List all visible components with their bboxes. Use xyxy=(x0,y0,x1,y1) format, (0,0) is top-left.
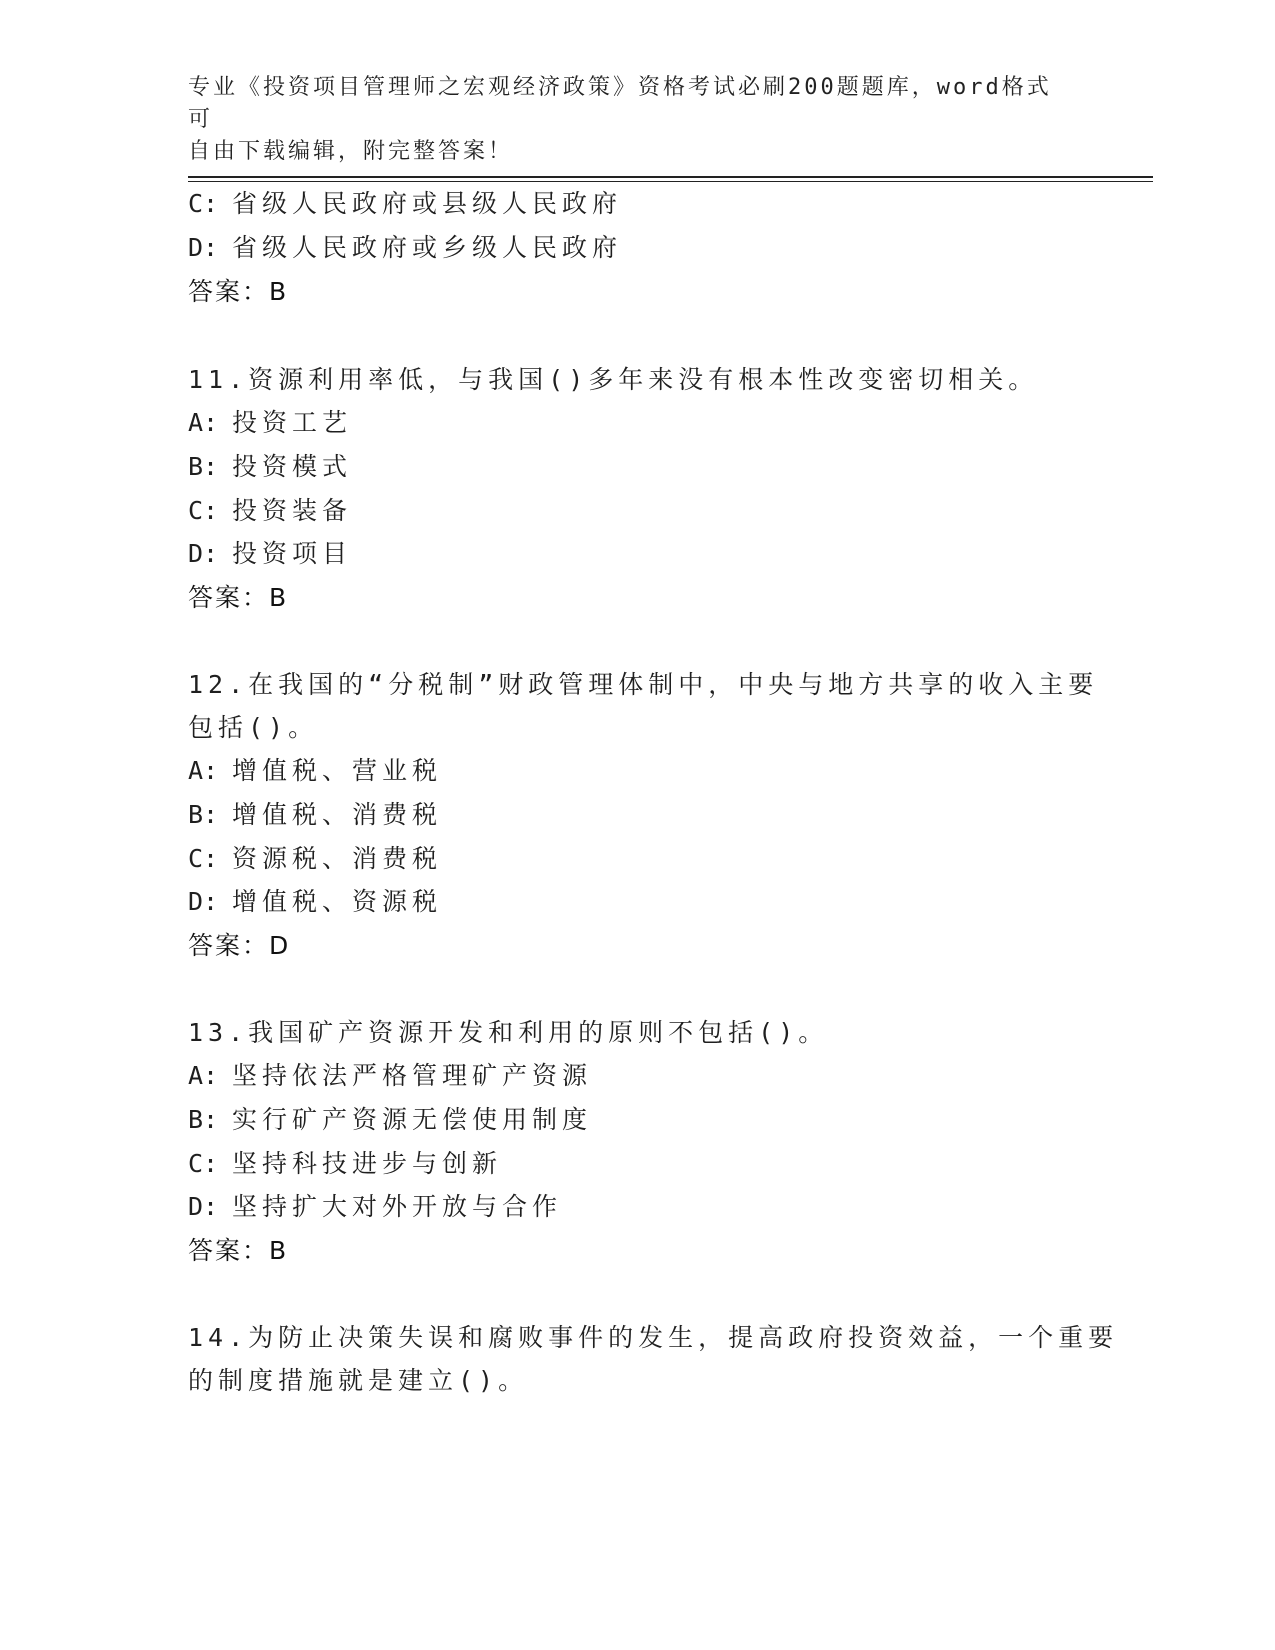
option-text: 坚持依法严格管理矿产资源 xyxy=(232,1061,593,1090)
option-letter: C: xyxy=(188,1149,219,1178)
question-stem: 14.为防止决策失误和腐败事件的发生，提高政府投资效益，一个重要 xyxy=(188,1323,1119,1352)
option-text: 投资工艺 xyxy=(232,408,353,437)
option-letter: D: xyxy=(188,887,219,916)
option-letter: A: xyxy=(188,408,219,437)
header-line-1: 专业《投资项目管理师之宏观经济政策》资格考试必刷200题题库，word格式可 xyxy=(188,75,1052,132)
option-text: 投资模式 xyxy=(232,452,353,481)
option-text: 投资装备 xyxy=(232,496,353,525)
question-stem: 11.资源利用率低，与我国()多年来没有根本性改变密切相关。 xyxy=(188,365,1039,394)
header-line-2: 自由下载编辑，附完整答案！ xyxy=(188,139,514,164)
header-divider-thin xyxy=(188,181,1153,182)
option-a xyxy=(188,1059,592,1093)
option-letter: D: xyxy=(188,233,219,262)
option-d xyxy=(188,537,352,571)
option-text: 投资项目 xyxy=(232,539,353,568)
option-b xyxy=(188,1103,592,1137)
answer-line: 答案：B xyxy=(188,583,289,612)
option-text: 增值税、营业税 xyxy=(232,756,443,785)
option-letter: C: xyxy=(188,189,219,218)
option-letter: D: xyxy=(188,1192,219,1221)
answer-line: 答案：B xyxy=(188,277,289,306)
option-letter: B: xyxy=(188,452,219,481)
option-letter: B: xyxy=(188,1105,219,1134)
option-text: 坚持科技进步与创新 xyxy=(232,1149,503,1178)
option-letter: B: xyxy=(188,800,219,829)
document-header xyxy=(188,72,1068,168)
option-c xyxy=(188,1147,502,1181)
question-stem: 13.我国矿产资源开发和利用的原则不包括()。 xyxy=(188,1018,829,1047)
answer-line: 答案：B xyxy=(188,1236,289,1265)
option-d xyxy=(188,231,622,265)
option-text: 资源税、消费税 xyxy=(232,844,443,873)
option-c xyxy=(188,494,352,528)
question-stem: 12.在我国的“分税制”财政管理体制中，中央与地方共享的收入主要 xyxy=(188,670,1099,699)
option-c xyxy=(188,187,622,221)
option-d xyxy=(188,885,442,919)
option-a xyxy=(188,754,442,788)
option-letter: C: xyxy=(188,844,219,873)
option-letter: C: xyxy=(188,496,219,525)
option-letter: D: xyxy=(188,539,219,568)
option-letter: A: xyxy=(188,1061,219,1090)
option-a xyxy=(188,406,352,440)
header-divider-thick xyxy=(188,176,1153,178)
question-stem-continued: 包括()。 xyxy=(188,713,319,742)
option-text: 省级人民政府或县级人民政府 xyxy=(232,189,623,218)
option-text: 增值税、资源税 xyxy=(232,887,443,916)
option-letter: A: xyxy=(188,756,219,785)
option-text: 增值税、消费税 xyxy=(232,800,443,829)
option-text: 省级人民政府或乡级人民政府 xyxy=(232,233,623,262)
question-stem-continued: 的制度措施就是建立()。 xyxy=(188,1366,529,1395)
option-text: 坚持扩大对外开放与合作 xyxy=(232,1192,563,1221)
option-d xyxy=(188,1190,562,1224)
option-b xyxy=(188,798,442,832)
option-text: 实行矿产资源无偿使用制度 xyxy=(232,1105,593,1134)
option-c xyxy=(188,842,442,876)
option-b xyxy=(188,450,352,484)
answer-line: 答案：D xyxy=(188,931,291,960)
